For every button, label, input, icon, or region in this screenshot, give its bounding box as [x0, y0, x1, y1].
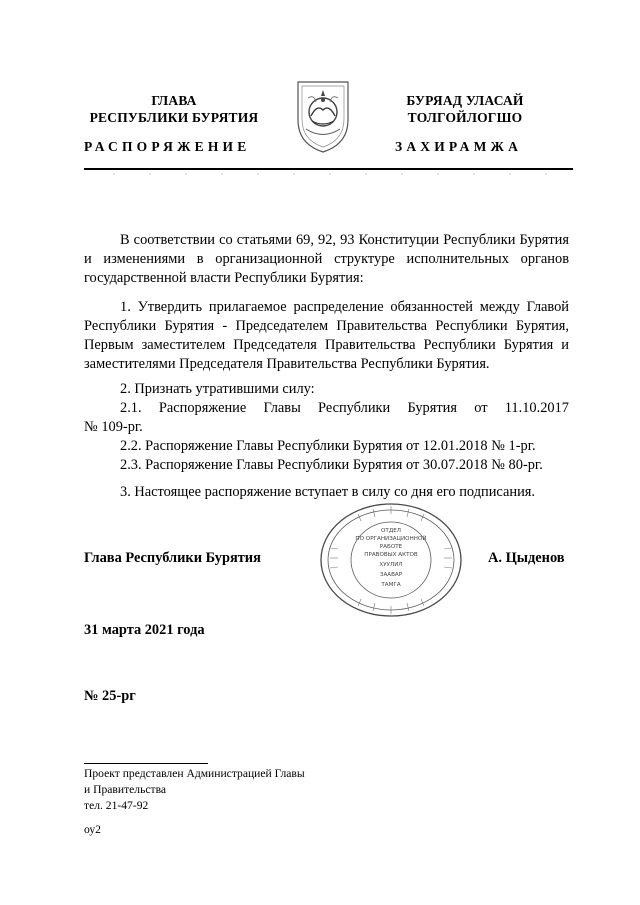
right-header-line2: ТОЛГОЙЛОГШО — [407, 110, 523, 125]
item-2-title: 2. Признать утратившими силу: — [120, 381, 315, 397]
right-header-title — [380, 92, 550, 126]
seal-line-7: ТАМГА — [381, 582, 401, 588]
preamble-paragraph: В соответствии со статьями 69, 92, 93 Конституции Республики Бурятия и изменениями в организационной структуре исполнительных органов государственной власти Республики Бурятия: — [84, 232, 569, 286]
left-doc-type: РАСПОРЯЖЕНИЕ — [84, 139, 251, 154]
seal-line-1: ОТДЕЛ — [381, 528, 401, 534]
signatory-name: А. Цыденов — [488, 550, 565, 566]
right-doc-type: ЗАХИРАМЖА — [395, 139, 523, 154]
coat-of-arms-icon — [292, 74, 354, 154]
seal-line-6: ЗААВАР — [379, 572, 403, 578]
item-2-1-line-b: № 109-рг. — [84, 419, 143, 435]
footer-line-1: Проект представлен Администрацией Главы — [84, 767, 305, 780]
seal-line-2: ПО ОРГАНИЗАЦИОННОЙ — [355, 536, 427, 542]
item-3: 3. Настоящее распоряжение вступает в силу со дня его подписания. — [120, 484, 535, 500]
seal-line-4: ПРАВОВЫХ АКТОВ — [364, 552, 418, 558]
document-date: 31 марта 2021 года — [84, 622, 205, 638]
header-dotted-rule — [84, 172, 573, 176]
left-header-line1: ГЛАВА — [151, 93, 197, 108]
header-rule — [84, 168, 573, 170]
seal-line-5: ХУУЛИЛ — [379, 562, 403, 568]
footer-rule — [84, 763, 208, 764]
item-2-2: 2.2. Распоряжение Главы Республики Бурятия от 12.01.2018 № 1-рг. — [120, 438, 536, 454]
official-seal-icon — [318, 500, 464, 620]
footer-line-2: и Правительства — [84, 783, 167, 796]
right-header-line1: БУРЯАД УЛАСАЙ — [406, 93, 524, 108]
item-2-3: 2.3. Распоряжение Главы Республики Бурятия от 30.07.2018 № 80-рг. — [120, 457, 543, 473]
signatory-position: Глава Республики Бурятия — [84, 550, 261, 566]
seal-line-3: РАБОТЕ — [379, 544, 403, 550]
item-1-paragraph: 1. Утвердить прилагаемое распределение обязанностей между Главой Республики Бурятия - Председателем Правительства Республики Бурятия, Первым заместителем Председателя Правительства Республики Бурятия и заместителями Председателя Правительства Республики Бурятия. — [84, 299, 569, 372]
document-number: № 25-рг — [84, 688, 136, 704]
item-2-1-line-a: 2.1. Распоряжение Главы Республики Бурятия от 11.10.2017 — [120, 400, 569, 416]
footer-phone: тел. 21-47-92 — [84, 799, 149, 812]
left-header-line2: РЕСПУБЛИКИ БУРЯТИЯ — [89, 110, 259, 125]
left-header-title — [84, 92, 264, 126]
footer-code: оу2 — [84, 823, 101, 836]
